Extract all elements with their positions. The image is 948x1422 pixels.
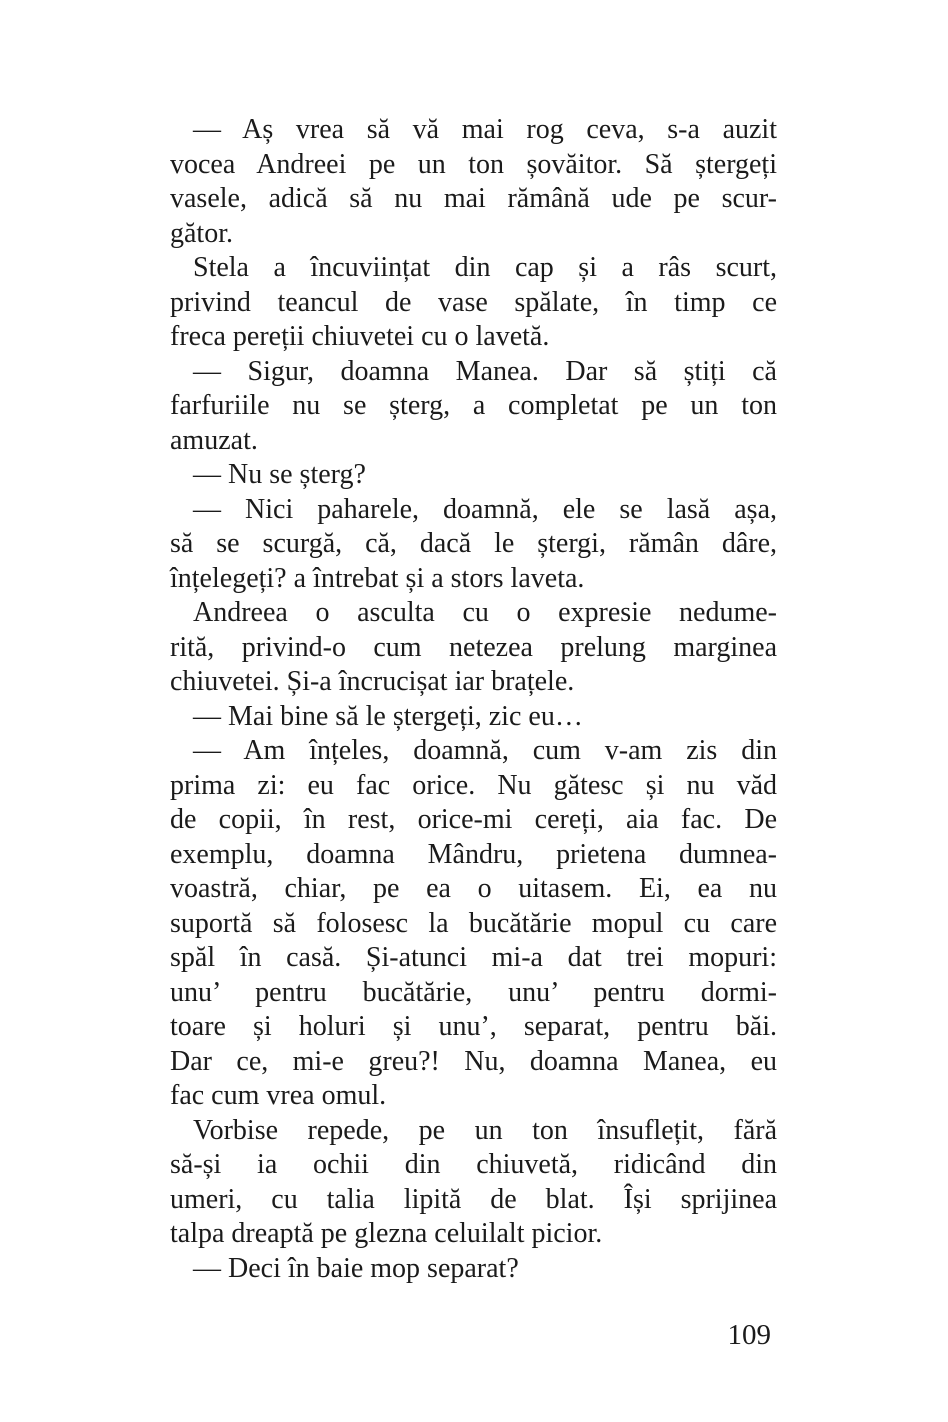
- text-line: — Nu se șterg?: [193, 459, 366, 490]
- text-line: spăl în casă. Și-atunci mi-a dat trei mopuri:: [170, 942, 777, 973]
- text-line: înțelegeți? a întrebat și a stors laveta.: [170, 562, 585, 594]
- text-line: fac cum vrea omul.: [170, 1080, 387, 1111]
- text-line: umeri, cu talia lipită de blat. Își sprijinea: [170, 1183, 777, 1215]
- text-line: suportă să folosesc la bucătărie mopul cu care: [170, 907, 777, 939]
- text-line: Dar ce, mi-e greu?! Nu, doamna Manea, eu: [170, 1045, 777, 1077]
- text-line: — Aș vrea să vă mai rog ceva, s-a auzit: [193, 114, 777, 145]
- text-line: rită, privind-o cum netezea prelung marginea: [170, 631, 777, 663]
- page-number: 109: [727, 1319, 771, 1351]
- text-line: de copii, în rest, orice-mi cereți, aia fac. De: [170, 804, 777, 835]
- text-line: vocea Andreei pe un ton șovăitor. Să ștergeți: [170, 148, 777, 180]
- text-line: Vorbise repede, pe un ton însuflețit, fără: [193, 1114, 777, 1146]
- text-line: unu’ pentru bucătărie, unu’ pentru dormi-: [170, 976, 777, 1008]
- text-line: chiuvetei. Și-a încrucișat iar brațele.: [170, 666, 575, 697]
- text-line: voastră, chiar, pe ea o uitasem. Ei, ea nu: [170, 873, 777, 904]
- text-line: Andreea o asculta cu o expresie nedume-: [193, 597, 777, 628]
- text-line: — Sigur, doamna Manea. Dar să știți că: [193, 355, 777, 387]
- text-line: să se scurgă, că, dacă le ștergi, rămân dâre,: [170, 528, 777, 559]
- text-line: farfuriile nu se șterg, a completat pe un ton: [170, 390, 777, 421]
- text-line: Stela a încuviințat din cap și a râs scurt,: [193, 252, 777, 283]
- text-line: — Mai bine să le ștergeți, zic eu…: [193, 700, 583, 732]
- text-line: gător.: [170, 217, 233, 249]
- text-line: freca pereții chiuvetei cu o lavetă.: [170, 321, 550, 352]
- text-line: — Deci în baie mop separat?: [193, 1252, 519, 1284]
- text-line: privind teancul de vase spălate, în timp ce: [170, 286, 777, 318]
- text-line: amuzat.: [170, 424, 258, 456]
- text-line: să-și ia ochii din chiuvetă, ridicând din: [170, 1149, 777, 1180]
- text-line: prima zi: eu fac orice. Nu gătesc și nu văd: [170, 769, 777, 801]
- text-line: — Am înțeles, doamnă, cum v-am zis din: [193, 735, 777, 766]
- text-line: toare și holuri și unu’, separat, pentru băi.: [170, 1011, 777, 1042]
- text-line: talpa dreaptă pe glezna celuilalt picior.: [170, 1218, 603, 1249]
- text-line: — Nici paharele, doamnă, ele se lasă așa,: [193, 493, 777, 525]
- text-line: vasele, adică să nu mai rămână ude pe scur-: [170, 183, 777, 214]
- page-text: [170, 113, 777, 1286]
- text-line: exemplu, doamna Mândru, prietena dumnea-: [170, 838, 777, 870]
